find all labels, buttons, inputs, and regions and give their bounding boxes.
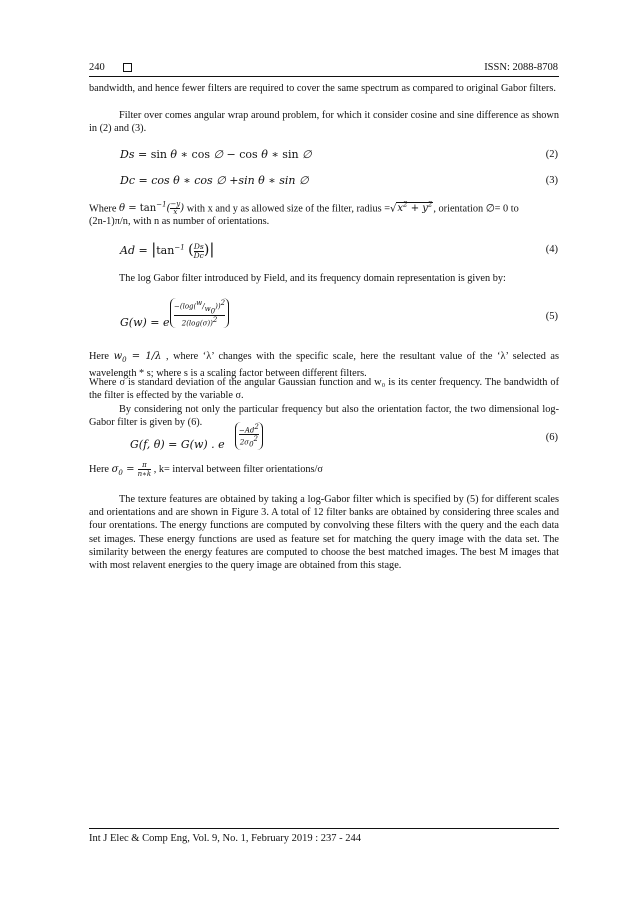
where-text-c: , orientation ∅= 0 to — [433, 203, 519, 215]
paragraph-orientation-range: (2n-1)π/n, with n as number of orientations. — [89, 216, 270, 227]
here-text: , where ‘λ’ changes with the specific scale, here the resultant value of the ‘λ’ selected as wavelength * s; where s is a scaling factor between different filters. — [89, 351, 559, 380]
sigma0-formula: $\sigma_0$ = $\frac{\pi}{n∗k}$ — [111, 461, 152, 478]
w0-formula: $w_0 = 1/\lambda$ — [113, 351, 162, 364]
page-number: 240 — [89, 62, 105, 73]
equation-4: $Ad = |\tan^{-1}$ ( $\frac{Ds}{Dc}$ )| — [120, 240, 215, 260]
document-page: 240 ISSN: 2088-8708 bandwidth, and hence fewer filters are required to cover the same spectrum as compared to original Gabor filters. Filter over comes angular wrap around problem, for which it consider cosine and sine difference as shown in (2) and (3). Ds = sin θ ∗ cos ∅ − cos θ ∗ sin ∅ (2) Dc = cos θ ∗ cos ∅ +sin θ ∗ sin ∅ (3) Where $\theta = \tan^{-1}$( $\frac{-y}{x}$ ) with x and y as allowed size of the filter, radius $=√x^2 + y^2$, orientation ∅= 0 to (2n-1)π/n, with n as number of orientations. $Ad = |\tan^{-1}$ ( $\frac{Ds}{Dc}$ )| (4) The log Gabor filter introduced by Field, and its frequency domain representation is given by: G(w) = e $-(\log(^w/_{w_0}))^2$ $2(\log(\sigma))^2$ (5) Here $w_0 = 1/\lambda$ , where ‘λ’ changes with the specific scale, here the resultant value of the ‘λ’ selected as wavelength * s; where s is a scaling factor between different filters. Where σ is standard deviation of the angular Gaussian function and w₀ is its center frequency. The bandwidth of the filter is effected by the variable σ. By considering not only the particular frequency but also the orientation factor, the two dimensional log- Gabor filter is given by (6). G(f, θ) = G(w) . e $-Ad^2$ $2\sigma_0^2$ (6) Here $\sigma_0$ = $\frac{\pi}{n∗k}$ , k= interval between filter orientations/σ The texture features are obtained by taking a log-Gabor filter which is specified by (5) for different scales and orientations and are shown in Figure 3. A total of 12 filter banks are obtained by considering three scales and four orentations. The energy functions are computed by convolving these filters with the query and the each data set images. These energy functions are used as feature set for matching the query image with the data set. The similarity between the energy features are computed to choose the best matched images. The best M images that with most relavent energies to the query image are obtained from this stage. Int J Elec & Comp Eng, Vol. 9, No. 1, February 2019 : 237 - 244 — [89, 62, 559, 844]
paragraph-orientation-factor: By considering not only the particular frequency but also the orientation factor, the two dimensional log- Gabor filter is given by (6). — [89, 404, 559, 429]
here-text-2: , k= interval between filter orientations/σ — [153, 464, 323, 475]
equation-2: Ds = sin θ ∗ cos ∅ − cos θ ∗ sin ∅ — [120, 148, 312, 161]
theta-formula: $\theta = \tan^{-1}$( $\frac{-y}{x}$ ) — [119, 200, 185, 217]
paragraph-log-gabor-intro: The log Gabor filter introduced by Field, and its frequency domain representation is given by: — [119, 273, 506, 284]
here-label: Here — [89, 351, 110, 362]
footer-rule — [89, 828, 559, 829]
paragraph-wrap-around: Filter over comes angular wrap around problem, for which it consider cosine and sine difference as shown in (2) and (3). — [89, 110, 559, 135]
header-rule — [89, 76, 559, 77]
paragraph-bandwidth: bandwidth, and hence fewer filters are required to cover the same spectrum as compared to original Gabor filters. — [89, 83, 556, 94]
equation-4-number: (4) — [545, 244, 558, 255]
where-label: Where — [89, 203, 117, 215]
equation-3-number: (3) — [545, 175, 558, 186]
equation-6-number: (6) — [545, 432, 558, 443]
header-box-icon — [123, 63, 132, 72]
equation-3: Dc = cos θ ∗ cos ∅ +sin θ ∗ sin ∅ — [120, 174, 309, 187]
footer-citation: Int J Elec & Comp Eng, Vol. 9, No. 1, February 2019 : 237 - 244 — [89, 833, 362, 844]
paragraph-sigma0-definition — [89, 461, 559, 480]
paragraph-theta-definition — [89, 199, 559, 216]
issn-label: ISSN: 2088-8708 — [484, 62, 558, 73]
here-label-2: Here — [89, 464, 110, 475]
radius-formula: $√x^2 + y^2$ — [390, 201, 433, 215]
paragraph-texture-features: The texture features are obtained by taking a log-Gabor filter which is specified by (5) for different scales and orientations and are shown in Figure 3. A total of 12 filter banks are obtained by considering three scales and four orentations. The energy functions are computed by convolving these filters with the query and the each data set images. These energy functions are used as feature set for matching the query image with the data set. The similarity between the energy features are computed to choose the best matched images. The best M images that with most relavent energies to the query image are obtained from this stage. — [89, 494, 559, 572]
equation-2-number: (2) — [545, 149, 558, 160]
where-text-b: with x and y as allowed size of the filter, radius = — [186, 203, 391, 215]
equation-5-number: (5) — [545, 311, 558, 322]
paragraph-sigma-definition: Where σ is standard deviation of the angular Gaussian function and w₀ is its center frequency. The bandwidth of the filter is effected by the variable σ. — [89, 377, 559, 402]
